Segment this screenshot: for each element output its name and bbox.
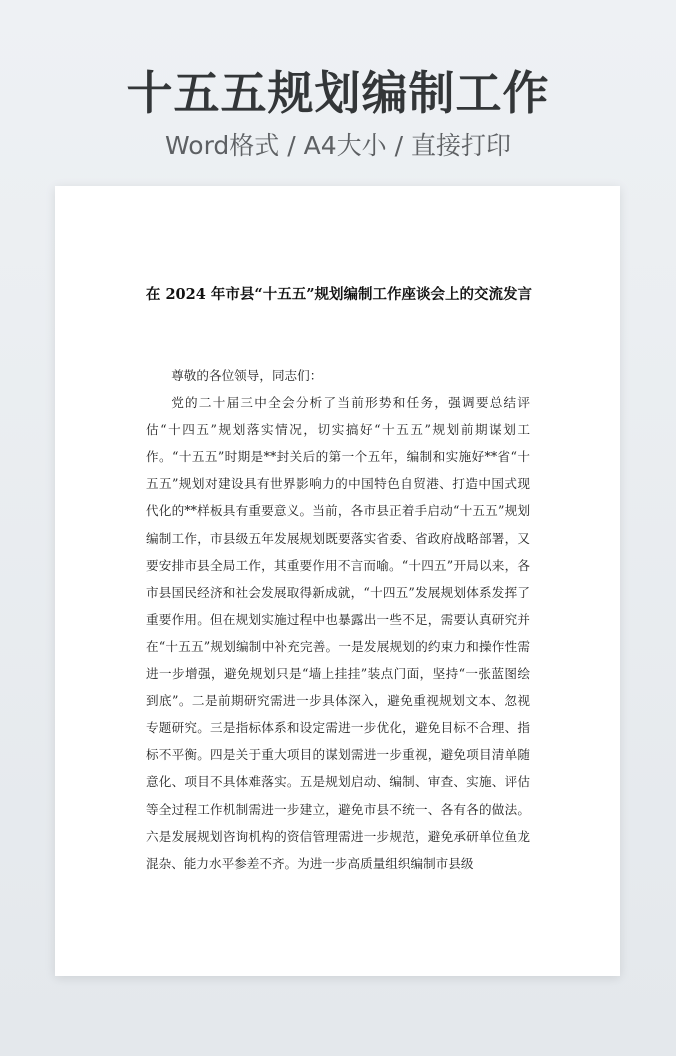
document-paragraph: 党的二十届三中全会分析了当前形势和任务，强调要总结评估“十四五”规划落实情况，切实搞好“十五五”规划前期谋划工作。“十五五”时期是**封关后的第一个五年，编制和实施好**省“十五五”规划对建设具有世界影响力的中国特色自贸港、打造中国式现代化的**样板具有重要意义。当前，各市县正着手启动“十五五”规划编制工作，市县级五年发展规划既要落实省委、省政府战略部署，又要安排市县全局工作，其重要作用不言而喻。“十四五”开局以来，各市县国民经济和社会发展取得新成就，“十四五”发展规划体系发挥了重要作用。但在规划实施过程中也暴露出一些不足，需要认真研究并在“十五五”规划编制中补充完善。一是发展规划的约束力和操作性需进一步增强，避免规划只是“墙上挂挂”装点门面，坚持“一张蓝图绘到底”。二是前期研究需进一步具体深入，避免重视规划文本、忽视专题研究。三是指标体系和设定需进一步优化，避免目标不合理、指标不平衡。四是关于重大项目的谋划需进一步重视，避免项目清单随意化、项目不具体难落实。五是规划启动、编制、审查、实施、评估等全过程工作机制需进一步建立，避免市县不统一、各有各的做法。六是发展规划咨询机构的资信管理需进一步规范，避免承研单位鱼龙混杂、能力水平参差不齐。为进一步高质量组织编制市县级 — [146, 395, 530, 871]
document-page — [55, 186, 620, 976]
banner-title: 十五五规划编制工作 — [126, 66, 550, 120]
document-title: 在 2024 年市县“十五五”规划编制工作座谈会上的交流发言 — [145, 286, 533, 303]
document-body — [146, 362, 530, 877]
banner-header — [0, 58, 676, 164]
document-salutation: 尊敬的各位领导，同志们： — [171, 368, 323, 383]
banner-subtitle: Word格式 / A4大小 / 直接打印 — [165, 131, 511, 160]
